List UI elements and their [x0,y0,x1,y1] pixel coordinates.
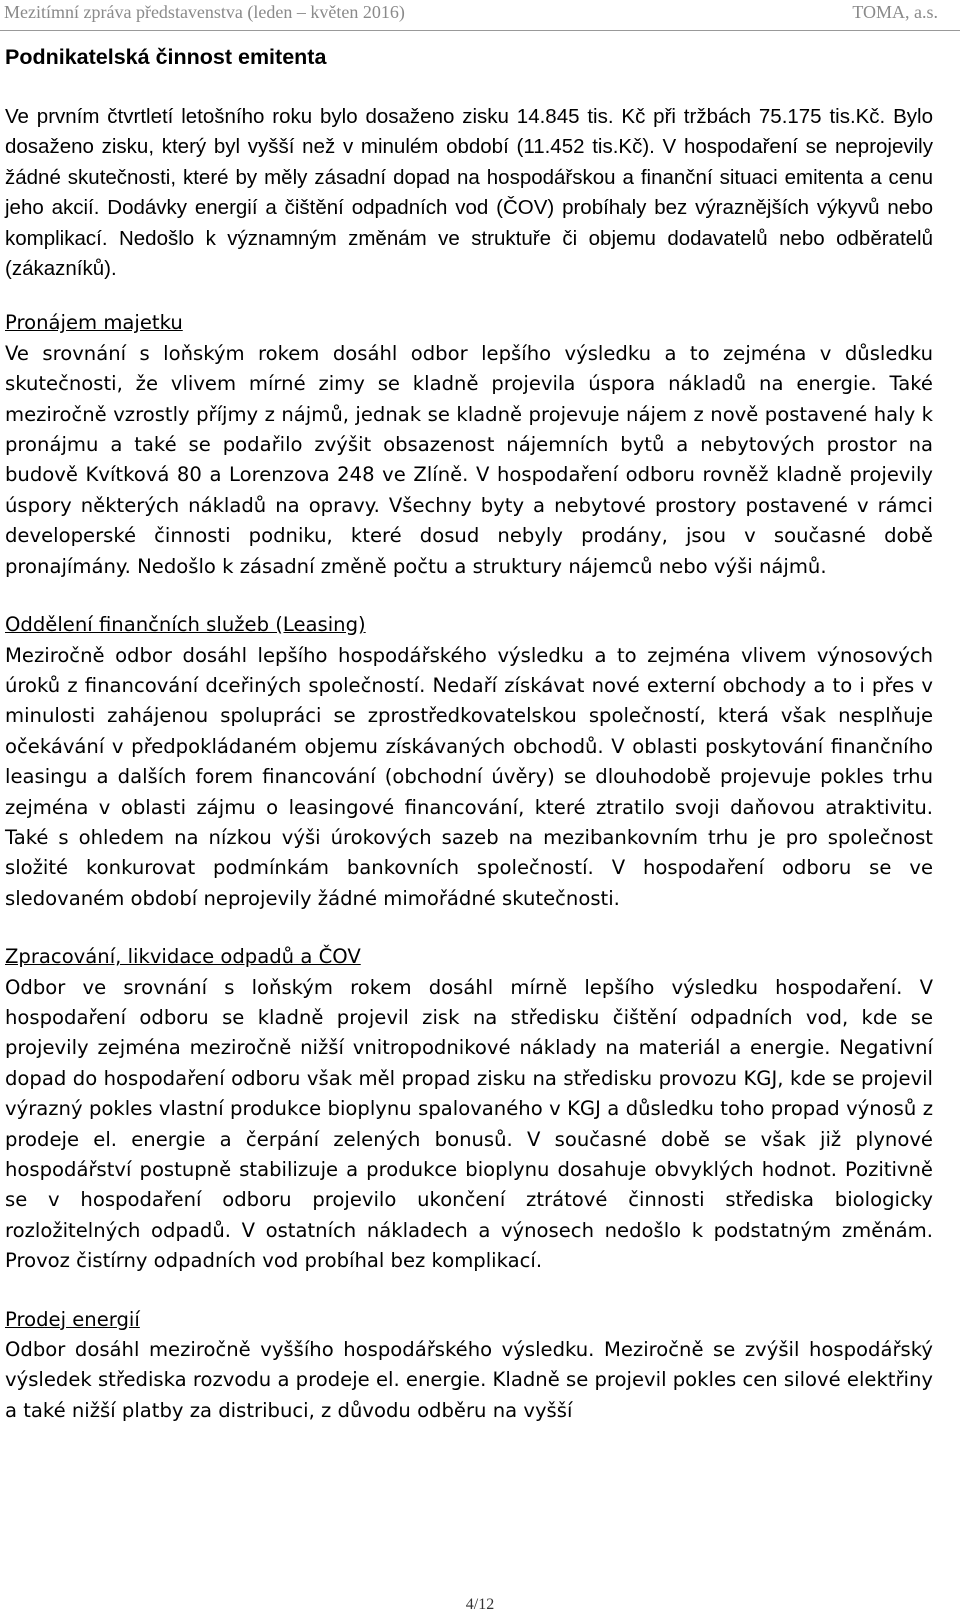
section-financial-services [5,610,933,914]
section-waste-processing [5,942,933,1276]
header-company-name: TOMA, a.s. [852,2,938,22]
section-title: Zpracování, likvidace odpadů a ČOV [5,945,361,969]
section-text: Meziročně odbor dosáhl lepšího hospodářského výsledku a to zejména vlivem výnosových úroků z financování dceřiných společností. Nedaří získávat nové externí obchody a to i přes v minulosti zahájenou spolupráci se zprostředkovatelskou společností, která však nesplňuje očekávání v předpokládaném objemu získávaných obchodů. V oblasti poskytování finančního leasingu a dalších forem financování (obchodní úvěry) se dlouhodobě projevuje pokles trhu zejména v oblasti zájmu o leasingové financování, které ztratilo svoji daňovou atraktivitu. Také s ohledem na nízkou výši úrokových sazeb na mezibankovním trhu je pro společnost složité konkurovat podmínkám bankovních společností. V hospodaření odboru se ve sledovaném období neprojevily žádné mimořádné skutečnosti. [5,643,933,910]
page-title: Podnikatelská činnost emitenta [5,45,327,69]
section-title: Oddělení finančních služeb (Leasing) [5,613,366,637]
page-header [0,0,960,31]
intro-paragraph: Ve prvním čtvrtletí letošního roku bylo dosaženo zisku 14.845 tis. Kč při tržbách 75.175 tis.Kč. Bylo dosaženo zisku, který byl vyšší než v minulém období (11.452 tis.Kč). V hospodaření se neprojevily žádné skutečnosti, které by měly zásadní dopad na hospodářskou a finanční situaci emitenta a cenu jeho akcií. Dodávky energií a čištění odpadních vod (ČOV) probíhaly bez výraznějších výkyvů nebo komplikací. Nedošlo k významným změnám ve struktuře či objemu dodavatelů nebo odběratelů (zákazníků). [5,105,933,281]
section-energy-sales [5,1305,933,1427]
section-title: Prodej energií [5,1307,140,1331]
header-document-title: Mezitímní zpráva představenstva (leden – květen 2016) [4,2,405,22]
section-text: Odbor dosáhl meziročně vyššího hospodářského výsledku. Meziročně se zvýšil hospodářský výsledek střediska rozvodu a prodeje el. energie. Kladně se projevil pokles cen silové elektřiny a také nižší platby za distribuci, z důvodu odběru na vyšší [5,1338,933,1422]
section-text: Odbor ve srovnání s loňským rokem dosáhl mírně lepšího výsledku hospodaření. V hospodaření odboru se kladně projevil zisk na středisku čištění odpadních vod, kde se projevily zejména meziročně nižší vnitropodnikové náklady na materiál a energie. Negativní dopad do hospodaření odboru však měl propad zisku na středisku provozu KGJ, kde se projevil výrazný pokles vlastní produkce bioplynu spalovaného v KGJ a důsledku toho propad výnosů z prodeje el. energie a čerpání zelených bonusů. V současné době se však již plynové hospodářství postupně stabilizuje a produkce bioplynu dosahuje obvyklých hodnot. Pozitivně se v hospodaření odboru projevilo ukončení ztrátové činnosti střediska biologicky rozložitelných odpadů. V ostatních nákladech a výnosech nedošlo k podstatným změnám. Provoz čistírny odpadních vod probíhal bez komplikací. [5,975,933,1273]
page-number: 4/12 [465,1596,495,1613]
section-text: Ve srovnání s loňským rokem dosáhl odbor lepšího výsledku a to zejména v důsledku skutečnosti, že vlivem mírné zimy se kladně projevila úspora nákladů na energie. Také meziročně vzrostly příjmy z nájmů, jednak se kladně projevuje nájem z nově postavené haly k pronájmu a také se podařilo zvýšit obsazenost nájemních bytů a nebytových prostor na budově Kvítková 80 a Lorenzova 248 ve Zlíně. V hospodaření odboru rovněž kladně projevily úspory některých nákladů na opravy. Všechny byty a nebytové prostory postavené v rámci developerské činnosti podniku, které dosud nebyly prodány, jsou v současné době pronajímány. Nedošlo k zásadní změně počtu a struktury nájemců nebo výši nájmů. [5,341,933,578]
document-body [5,38,933,1426]
section-title: Pronájem majetku [5,311,183,335]
section-property-rental [5,308,933,582]
